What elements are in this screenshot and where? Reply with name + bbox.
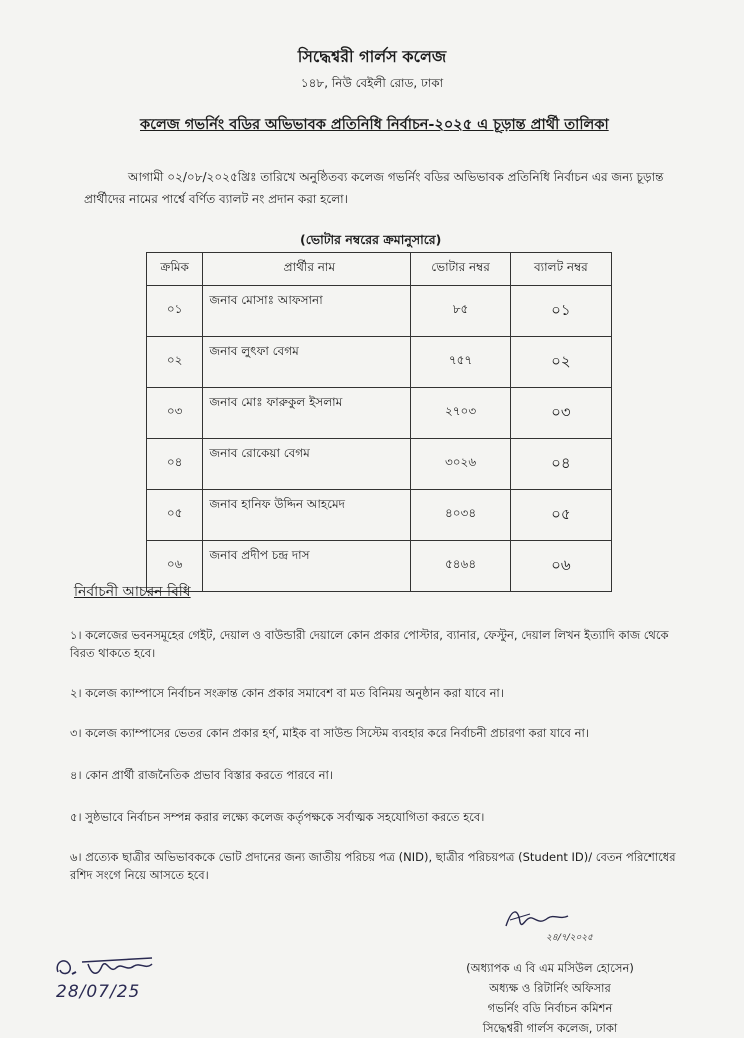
- serial-cell: ০৩: [147, 388, 203, 439]
- signatory-committee: গভর্নিং বডি নির্বাচন কমিশন: [487, 1001, 613, 1015]
- table-header-row: [147, 253, 612, 286]
- table-row: [147, 439, 612, 490]
- header-ballot-no: ব্যালট নম্বর: [510, 253, 611, 286]
- signatory-name: (অধ্যাপক এ বি এম মসিউল হোসেন): [466, 961, 634, 975]
- rule-item: ৪। কোন প্রার্থী রাজনৈতিক প্রভাব বিস্তার করতে পারবে না।: [70, 768, 333, 782]
- voter-no-cell: ২৭০৩: [411, 388, 510, 439]
- ballot-no-cell: ০৬: [510, 541, 611, 592]
- voter-no-cell: ৫৪৬৪: [411, 541, 510, 592]
- serial-cell: ০৫: [147, 490, 203, 541]
- rule-item: ২। কলেজ ক্যাম্পাসে নির্বাচন সংক্রান্ত কোন প্রকার সমাবেশ বা মত বিনিময় অনুষ্ঠান করা যাবে না।: [70, 686, 504, 700]
- table-row: [147, 337, 612, 388]
- candidate-name-cell: জনাব মোঃ ফারুকুল ইসলাম: [203, 388, 411, 439]
- rules-heading: নির্বাচনী আচরন বিধি: [74, 584, 191, 600]
- serial-cell: ০৪: [147, 439, 203, 490]
- header-voter-no: ভোটার নম্বর: [411, 253, 510, 286]
- voter-no-cell: ৭৫৭: [411, 337, 510, 388]
- serial-cell: ০৬: [147, 541, 203, 592]
- ballot-no-cell: ০৪: [510, 439, 611, 490]
- document-header: [0, 44, 744, 95]
- table-row: [147, 286, 612, 337]
- signature-date: ২৪/৭/২০২৫: [546, 933, 594, 943]
- rule-item: ৩। কলেজ ক্যাম্পাসের ভেতর কোন প্রকার হর্ণ, মাইক বা সাউন্ড সিস্টেম ব্যবহার করে নির্বাচনী প্রচারণা করা যাবে না।: [70, 726, 589, 740]
- college-address: ১৪৮, নিউ বেইলী রোড, ঢাকা: [300, 76, 444, 90]
- voter-no-cell: ৮৫: [411, 286, 510, 337]
- college-name: সিদ্ধেশ্বরী গার্লস কলেজ: [297, 47, 447, 66]
- ballot-no-cell: ০৩: [510, 388, 611, 439]
- candidate-table: [146, 252, 612, 592]
- serial-cell: ০২: [147, 337, 203, 388]
- table-row: [147, 490, 612, 541]
- candidate-name-cell: জনাব হানিফ উদ্দিন আহমেদ: [203, 490, 411, 541]
- signatory-block: [420, 958, 680, 1038]
- handwritten-date: 28/07/25: [56, 982, 141, 1002]
- candidate-name-cell: জনাব প্রদীপ চন্দ্র দাস: [203, 541, 411, 592]
- ballot-no-cell: ০২: [510, 337, 611, 388]
- signatory-designation: অধ্যক্ষ ও রিটার্নিং অফিসার: [489, 981, 611, 995]
- document-title: কলেজ গভর্নিং বডির অভিভাবক প্রতিনিধি নির্বাচন-২০২৫ এ চূড়ান্ত প্রার্থী তালিকা: [140, 117, 609, 133]
- voter-no-cell: ৪০৩৪: [411, 490, 510, 541]
- handwritten-initials-icon: [52, 948, 162, 984]
- candidate-name-cell: জনাব মোসাঃ আফসানা: [203, 286, 411, 337]
- rule-item: ১। কলেজের ভবনসমূহের গেইট, দেয়াল ও বাউন্ডারী দেয়ালে কোন প্রকার পোস্টার, ব্যানার, ফেস্টুন, দেয়াল লিখন ইত্যাদি কাজ থেকে বিরত থাকতে হবে।: [70, 628, 669, 660]
- intro-paragraph: আগামী ০২/০৮/২০২৫খ্রিঃ তারিখে অনুষ্ঠিতব্য কলেজ গভর্নিং বডির অভিভাবক প্রতিনিধি নির্বাচন এর জন্য চূড়ান্ত প্রার্থীদের নামের পার্শ্বে বর্ণিত ব্যালট নং প্রদান করা হলো।: [84, 170, 664, 206]
- ballot-no-cell: ০১: [510, 286, 611, 337]
- signatory-institution: সিদ্ধেশ্বরী গার্লস কলেজ, ঢাকা: [482, 1021, 618, 1035]
- candidate-name-cell: জনাব রোকেয়া বেগম: [203, 439, 411, 490]
- voter-no-cell: ৩০২৬: [411, 439, 510, 490]
- table-row: [147, 541, 612, 592]
- header-serial: ক্রমিক: [147, 253, 203, 286]
- rule-item: ৬। প্রত্যেক ছাত্রীর অভিভাবককে ভোট প্রদানের জন্য জাতীয় পরিচয় পত্র (NID), ছাত্রীর পরিচয়পত্র (Student ID)/ বেতন পরিশোধের রশিদ সংগে নিয়ে আসতে হবে।: [70, 850, 676, 882]
- serial-cell: ০১: [147, 286, 203, 337]
- rule-item: ৫। সুষ্ঠভাবে নির্বাচন সম্পন্ন করার লক্ষ্যে কলেজ কর্তৃপক্ষকে সর্বাত্মক সহযোগিতা করতে হবে।: [70, 810, 485, 824]
- table-caption: (ভোটার নম্বরের ক্রমানুসারে): [300, 232, 442, 247]
- ballot-no-cell: ০৫: [510, 490, 611, 541]
- candidate-name-cell: জনাব লুৎফা বেগম: [203, 337, 411, 388]
- header-name: প্রার্থীর নাম: [203, 253, 411, 286]
- table-row: [147, 388, 612, 439]
